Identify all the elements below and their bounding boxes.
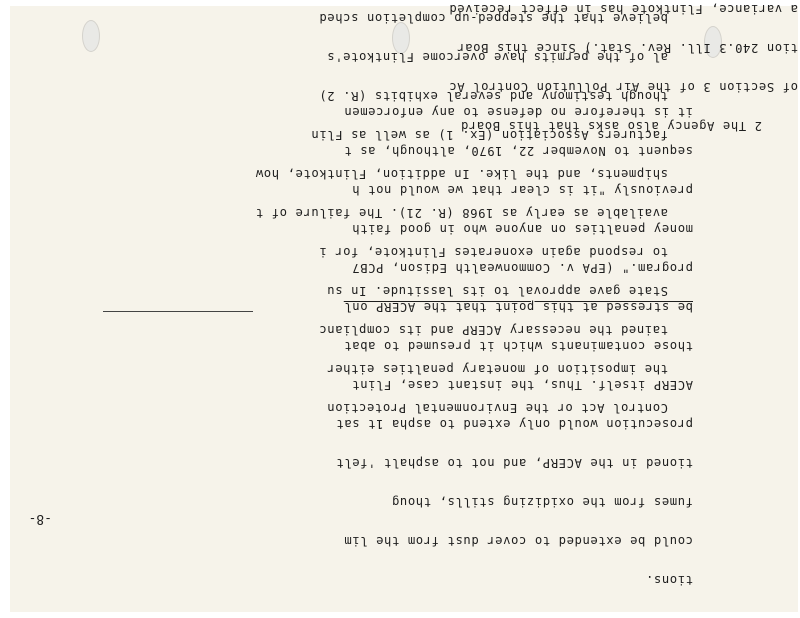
body-line: tained the necessary ACERP and its complianc	[318, 323, 668, 337]
body-line: Control Act or the Environmental Protection	[326, 401, 668, 415]
body-line: tions.	[645, 573, 693, 587]
body-line: shipments, and the like. In addition, Flintkote, how	[255, 167, 668, 181]
body-line: fumes from the oxidizing stills, thoug	[391, 495, 693, 509]
footnote-line: 2 The Agency also asks that this Board	[460, 119, 762, 133]
body-line: al of the permits have overcome Flintkote's	[326, 50, 668, 64]
body-line: be stressed at this point that the ACERP onl	[343, 300, 693, 314]
footnote-line: a variance, Flintkote has in effect received	[448, 2, 798, 16]
body-line: sequent to November 22, 1970, although, as t	[343, 144, 693, 158]
body-line: the imposition of monetary penalties either	[326, 362, 668, 376]
body-line: prosecution would only extend to aspha 1t sat	[335, 417, 693, 431]
body-line: could be extended to cover dust from the lim	[343, 534, 693, 548]
body-text-region	[10, 6, 798, 612]
footnote-line: of Section 3 of the Air Pollution Control Ac	[448, 80, 798, 94]
body-line: it is therefore no defense to any enforcemen	[343, 105, 693, 119]
body-line: believe that the stepped-up completion sched	[318, 11, 668, 25]
body-line: available as early as 1968 (R. 21). The failure of t	[255, 206, 668, 220]
body-line: to respond again exonerates Flintkote, for i	[318, 245, 668, 259]
body-line: tioned in the ACERP, and not to asphalt 'felt	[335, 456, 693, 470]
document-page	[10, 2, 798, 612]
body-line: ACERP itself. Thus, the instant case, Flint	[351, 378, 693, 392]
body-line: money penalties on anyone who in good faith	[351, 222, 693, 236]
body-line: program." (EPA v. Commonwealth Edison, PCB7	[351, 261, 693, 275]
footnote-line: tion 240.3 Ill. Rev. Stat.) Since this Boar	[456, 41, 798, 55]
page-number: -8-	[28, 511, 52, 526]
body-line: previously "it is clear that we would not h	[351, 183, 693, 197]
body-line: facturers Association (Ex. 1) as well as Flin	[310, 128, 668, 142]
body-line: though testimony and several exhibits (R. 2)	[318, 89, 668, 103]
body-line: those contaminants which it presumed to abat	[343, 339, 693, 353]
body-line: State gave approval to its lassitude. In su	[326, 284, 668, 298]
